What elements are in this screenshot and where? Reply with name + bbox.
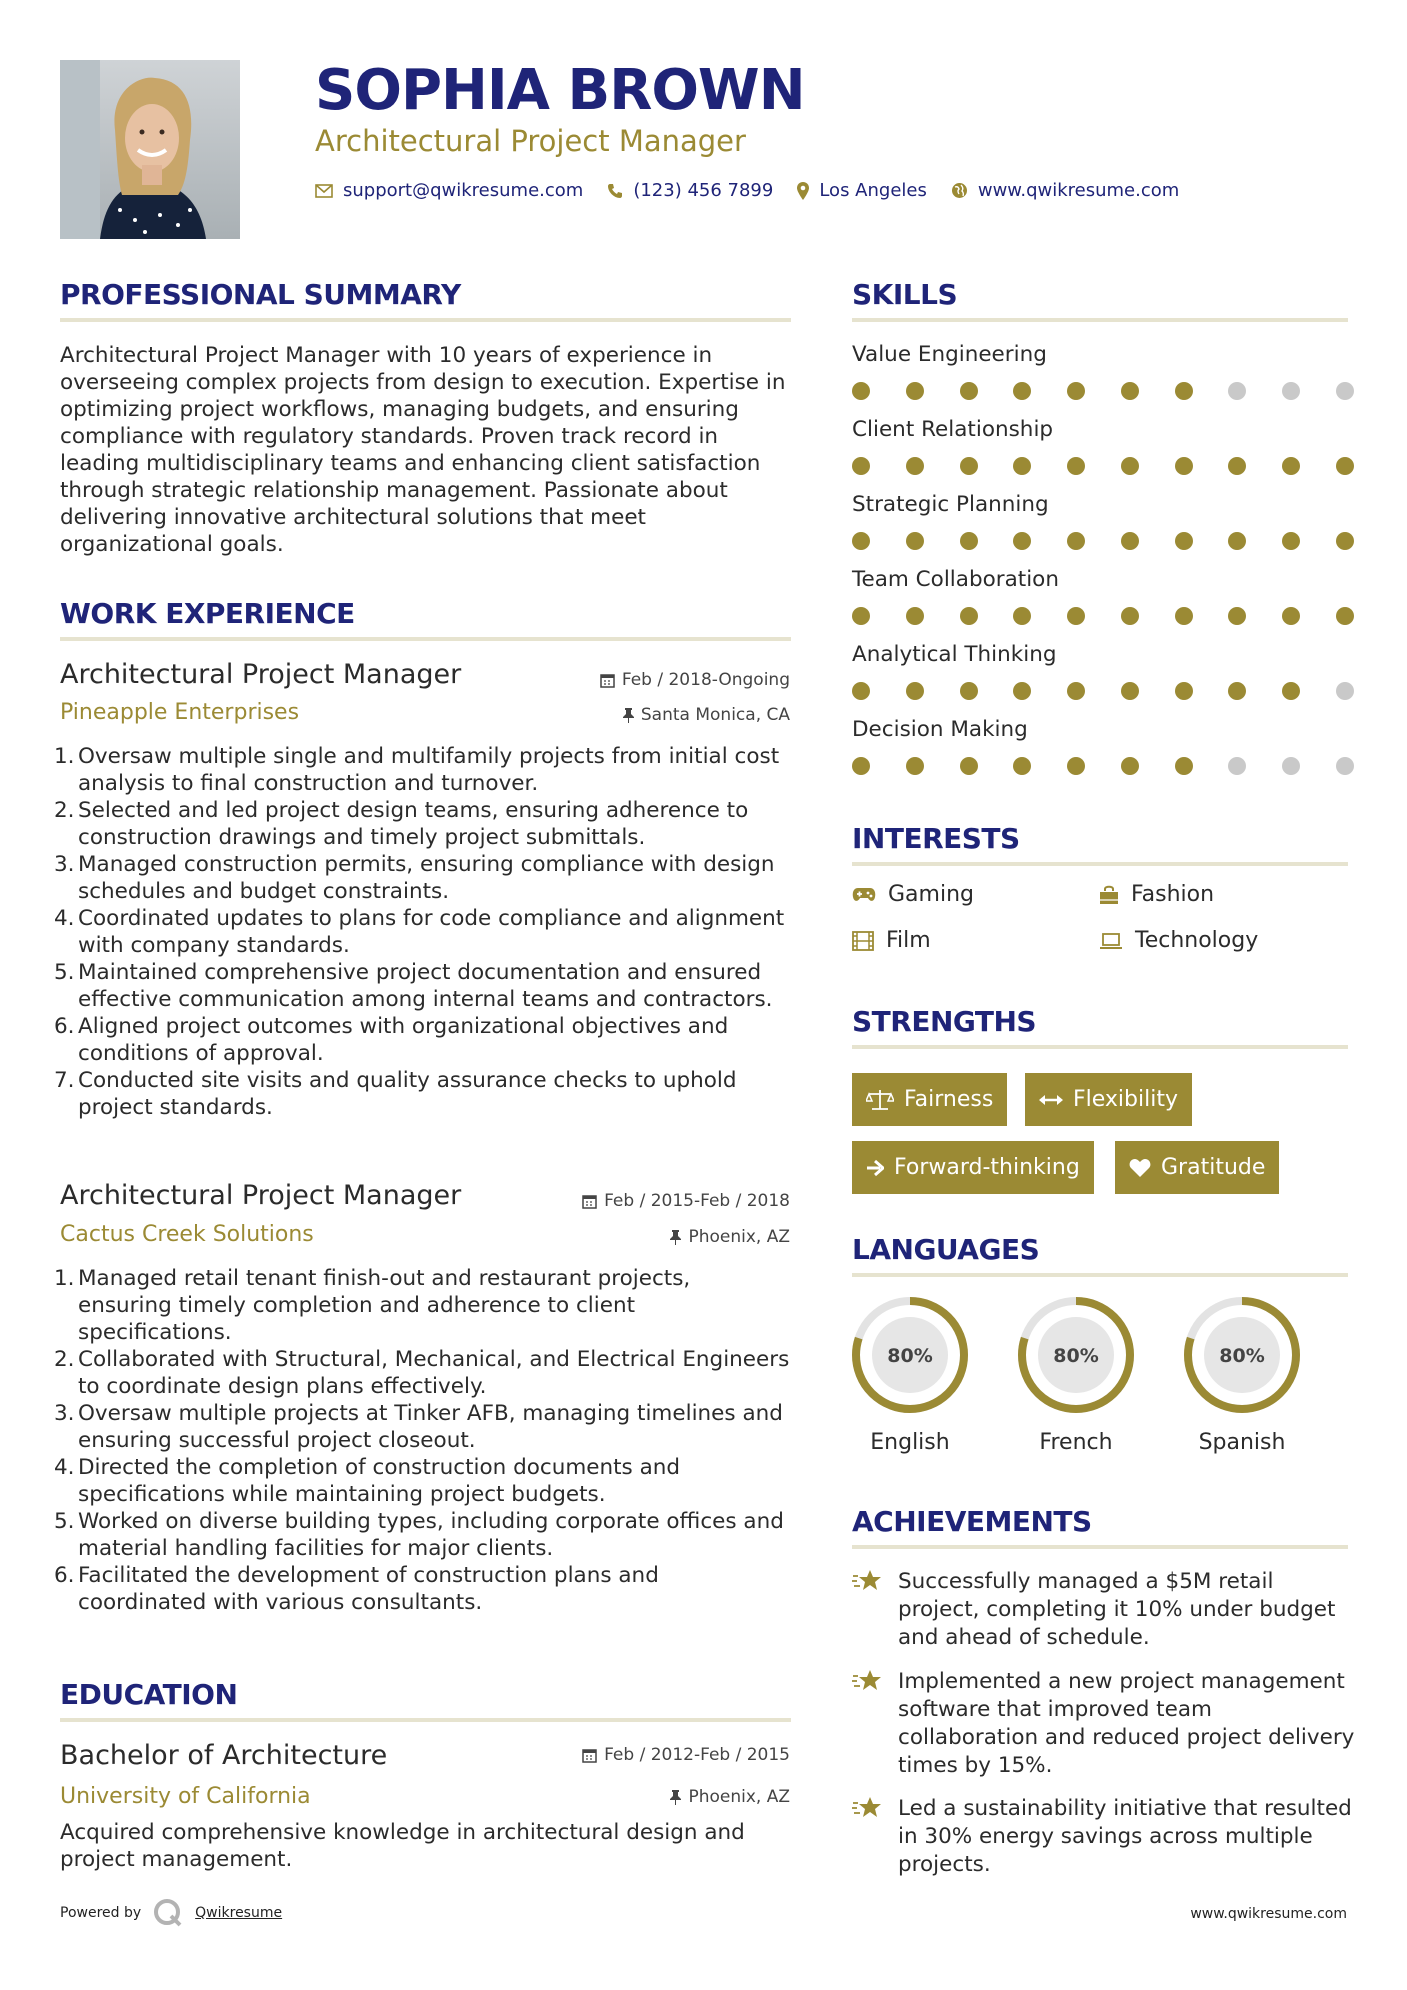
summary-rule: [60, 318, 791, 322]
skill-dot-filled: [960, 532, 978, 550]
skill-dot-filled: [1067, 382, 1085, 400]
language-label: English: [870, 1430, 950, 1455]
skill-rating: [852, 607, 1354, 627]
language-ring: [1180, 1293, 1304, 1421]
skills-rule: [852, 318, 1348, 322]
skill-label: Team Collaboration: [852, 567, 1059, 592]
list-item: 2. Collaborated with Structural, Mechanical, and Electrical Engineers to coordinate design plans effectively.: [54, 1347, 790, 1399]
strength-badge: Gratitude: [1115, 1141, 1279, 1194]
interest-item: Film: [852, 928, 931, 953]
skill-label: Analytical Thinking: [852, 642, 1057, 667]
interests-rule: [852, 862, 1348, 866]
company-name: Pineapple Enterprises: [60, 700, 300, 725]
skill-rating: [852, 682, 1354, 702]
phone-icon: [607, 183, 623, 199]
candidate-name: SOPHIA BROWN: [315, 58, 805, 123]
contact-phone[interactable]: (123) 456 7899: [607, 180, 773, 201]
skill-dot-filled: [1175, 457, 1193, 475]
shooting-star-icon: [852, 1568, 884, 1594]
strength-badge: Flexibility: [1025, 1073, 1192, 1126]
achievements-rule: [852, 1545, 1348, 1549]
strength-badge: Fairness: [852, 1073, 1007, 1126]
summary-heading: PROFESSIONAL SUMMARY: [60, 278, 461, 311]
skill-dot-filled: [1013, 382, 1031, 400]
interest-item: Technology: [1099, 928, 1258, 953]
globe-icon: [951, 182, 968, 199]
gamepad-icon: [852, 887, 876, 903]
skill-dot-filled: [852, 532, 870, 550]
skill-dot-filled: [1121, 457, 1139, 475]
skill-dot-filled: [1282, 457, 1300, 475]
skill-label: Decision Making: [852, 717, 1028, 742]
list-item: 4. Coordinated updates to plans for code compliance and alignment with company standards.: [54, 906, 785, 958]
skill-dot-filled: [960, 457, 978, 475]
calendar-icon: [582, 1748, 597, 1763]
laptop-icon: [1099, 932, 1123, 950]
job-dates: Feb / 2015-Feb / 2018: [582, 1191, 790, 1211]
skill-dot-filled: [906, 757, 924, 775]
pushpin-icon: [670, 1790, 681, 1805]
envelope-icon: [315, 184, 333, 198]
company-name: Cactus Creek Solutions: [60, 1222, 314, 1247]
skill-dot-filled: [1175, 532, 1193, 550]
skill-dot-filled: [960, 607, 978, 625]
skill-dot-filled: [1228, 682, 1246, 700]
shopping-bag-icon: [1099, 885, 1119, 905]
job-bullets: [54, 1265, 790, 1616]
experience-rule: [60, 637, 791, 641]
job-dates: Feb / 2018-Ongoing: [600, 670, 790, 690]
skill-dot-filled: [906, 457, 924, 475]
contact-bar: [315, 180, 1189, 201]
education-location: Phoenix, AZ: [670, 1787, 790, 1807]
school-name: University of California: [60, 1784, 311, 1809]
education-dates: Feb / 2012-Feb / 2015: [582, 1745, 790, 1765]
skill-rating: [852, 532, 1354, 552]
achievement-item: Successfully managed a $5M retail project, completing it 10% under budget and ahead of schedule.: [852, 1568, 1362, 1652]
skill-dot-filled: [1228, 457, 1246, 475]
skill-label: Client Relationship: [852, 417, 1054, 442]
skill-dot-filled: [1121, 532, 1139, 550]
list-item: 7. Conducted site visits and quality assurance checks to uphold project standards.: [54, 1068, 737, 1120]
skill-dot-filled: [1013, 757, 1031, 775]
skill-dot-filled: [906, 382, 924, 400]
skill-rating: [852, 457, 1354, 477]
ring-value: 80%: [887, 1345, 933, 1367]
list-item: 2. Selected and led project design teams, ensuring adherence to construction drawings and timely project submittals.: [54, 798, 749, 850]
skill-rating: [852, 757, 1354, 777]
job-title: Architectural Project Manager: [60, 659, 462, 690]
skill-dot-filled: [960, 757, 978, 775]
shooting-star-icon: [852, 1795, 884, 1821]
ring-value: 80%: [1219, 1345, 1265, 1367]
achievements-heading: ACHIEVEMENTS: [852, 1505, 1092, 1538]
list-item: 4. Directed the completion of construction documents and specifications while maintaining project budgets.: [54, 1455, 681, 1507]
skill-dot-filled: [1121, 607, 1139, 625]
skill-dot-filled: [1121, 757, 1139, 775]
skill-dot-empty: [1228, 382, 1246, 400]
skill-dot-filled: [1282, 607, 1300, 625]
list-item: 5. Maintained comprehensive project documentation and ensured effective communication among internal teams and contractors.: [54, 960, 773, 1012]
film-icon: [852, 931, 874, 951]
skill-label: Value Engineering: [852, 342, 1047, 367]
skill-dot-filled: [1013, 457, 1031, 475]
skill-dot-empty: [1282, 382, 1300, 400]
skill-label: Strategic Planning: [852, 492, 1049, 517]
arrow-right-icon: [866, 1159, 884, 1177]
languages-heading: LANGUAGES: [852, 1233, 1040, 1266]
education-heading: EDUCATION: [60, 1678, 238, 1711]
language-ring: [1014, 1293, 1138, 1421]
skill-dot-filled: [1067, 607, 1085, 625]
contact-website[interactable]: www.qwikresume.com: [951, 180, 1179, 201]
skill-dot-filled: [1175, 607, 1193, 625]
skill-dot-filled: [1175, 382, 1193, 400]
job-location: Phoenix, AZ: [670, 1227, 790, 1247]
skill-dot-filled: [1228, 532, 1246, 550]
interest-item: Fashion: [1099, 882, 1214, 907]
job-bullets: [54, 743, 790, 1121]
arrows-horizontal-icon: [1039, 1093, 1063, 1107]
shooting-star-icon: [852, 1668, 884, 1694]
skill-dot-filled: [906, 532, 924, 550]
job-location: Santa Monica, CA: [623, 705, 790, 725]
skill-dot-filled: [1067, 682, 1085, 700]
skill-dot-filled: [1282, 682, 1300, 700]
skill-dot-filled: [1013, 682, 1031, 700]
education-rule: [60, 1718, 791, 1722]
skill-dot-filled: [852, 607, 870, 625]
skill-dot-filled: [1175, 757, 1193, 775]
skill-dot-filled: [1336, 532, 1354, 550]
skill-dot-empty: [1282, 757, 1300, 775]
skill-dot-filled: [906, 607, 924, 625]
list-item: 5. Worked on diverse building types, including corporate offices and material handling facilities for major clients.: [54, 1509, 784, 1561]
skill-dot-filled: [1282, 532, 1300, 550]
strengths-rule: [852, 1045, 1348, 1049]
pushpin-icon: [670, 1230, 681, 1245]
footer-brand-link[interactable]: Qwikresume: [195, 1905, 283, 1921]
skill-dot-filled: [1336, 457, 1354, 475]
skill-dot-empty: [1336, 757, 1354, 775]
skill-dot-filled: [852, 382, 870, 400]
footer-website[interactable]: www.qwikresume.com: [1190, 1906, 1347, 1922]
skill-dot-filled: [1013, 607, 1031, 625]
skill-dot-filled: [852, 757, 870, 775]
achievement-item: Implemented a new project management software that improved team collaboration and reduced project delivery times by 15%.: [852, 1668, 1362, 1780]
skill-dot-filled: [1013, 532, 1031, 550]
skill-dot-filled: [852, 457, 870, 475]
contact-location: Los Angeles: [797, 180, 927, 201]
experience-heading: WORK EXPERIENCE: [60, 597, 355, 630]
skill-dot-filled: [1121, 682, 1139, 700]
skill-dot-filled: [1121, 382, 1139, 400]
map-marker-icon: [797, 182, 809, 200]
skill-dot-filled: [1067, 757, 1085, 775]
languages-rule: [852, 1273, 1348, 1277]
language-label: French: [1039, 1430, 1113, 1455]
skill-rating: [852, 382, 1354, 402]
summary-text: Architectural Project Manager with 10 years of experience in overseeing complex projects from design to execution. Expertise in optimizing project workflows, managing budgets, and ensuring compliance with regulatory standards. Proven track record in leading multidisciplinary teams and enhancing client satisfaction through strategic relationship management. Passionate about delivering innovative architectural solutions that meet organizational goals.: [60, 343, 786, 557]
skill-dot-empty: [1228, 757, 1246, 775]
profile-photo: [60, 60, 240, 239]
calendar-icon: [600, 673, 615, 688]
skill-dot-filled: [1228, 607, 1246, 625]
achievement-item: Led a sustainability initiative that resulted in 30% energy savings across multiple projects.: [852, 1795, 1362, 1879]
skill-dot-filled: [1067, 457, 1085, 475]
heart-icon: [1129, 1158, 1151, 1178]
balance-scale-icon: [866, 1089, 894, 1111]
skill-dot-empty: [1336, 382, 1354, 400]
skill-dot-filled: [1175, 682, 1193, 700]
list-item: 1. Oversaw multiple single and multifamily projects from initial cost analysis to final construction and turnover.: [54, 744, 780, 796]
skill-dot-filled: [1067, 532, 1085, 550]
list-item: 3. Oversaw multiple projects at Tinker AFB, managing timelines and ensuring successful project closeout.: [54, 1401, 783, 1453]
qwikresume-logo-icon: [153, 1898, 183, 1928]
contact-email[interactable]: support@qwikresume.com: [315, 180, 583, 201]
skill-dot-filled: [906, 682, 924, 700]
calendar-icon: [582, 1194, 597, 1209]
interests-heading: INTERESTS: [852, 822, 1020, 855]
list-item: 6. Facilitated the development of construction plans and coordinated with various consultants.: [54, 1563, 659, 1615]
skill-dot-empty: [1336, 682, 1354, 700]
footer-powered-by: Powered by Qwikresume: [60, 1898, 282, 1928]
skill-dot-filled: [960, 682, 978, 700]
list-item: 6. Aligned project outcomes with organizational objectives and conditions of approval.: [54, 1014, 729, 1066]
skill-dot-filled: [1336, 607, 1354, 625]
pushpin-icon: [623, 708, 634, 723]
list-item: 3. Managed construction permits, ensuring compliance with design schedules and budget constraints.: [54, 852, 775, 904]
language-ring: [848, 1293, 972, 1421]
job-title: Architectural Project Manager: [60, 1180, 462, 1211]
strengths-heading: STRENGTHS: [852, 1005, 1037, 1038]
candidate-title: Architectural Project Manager: [315, 124, 746, 158]
strength-badge: Forward-thinking: [852, 1141, 1094, 1194]
skill-dot-filled: [960, 382, 978, 400]
interest-item: Gaming: [852, 882, 974, 907]
ring-value: 80%: [1053, 1345, 1099, 1367]
skill-dot-filled: [852, 682, 870, 700]
education-description: Acquired comprehensive knowledge in architectural design and project management.: [60, 1820, 745, 1872]
language-label: Spanish: [1198, 1430, 1286, 1455]
degree-title: Bachelor of Architecture: [60, 1740, 388, 1771]
list-item: 1. Managed retail tenant finish-out and restaurant projects, ensuring timely completion and adherence to client specifications.: [54, 1266, 691, 1345]
skills-heading: SKILLS: [852, 278, 958, 311]
